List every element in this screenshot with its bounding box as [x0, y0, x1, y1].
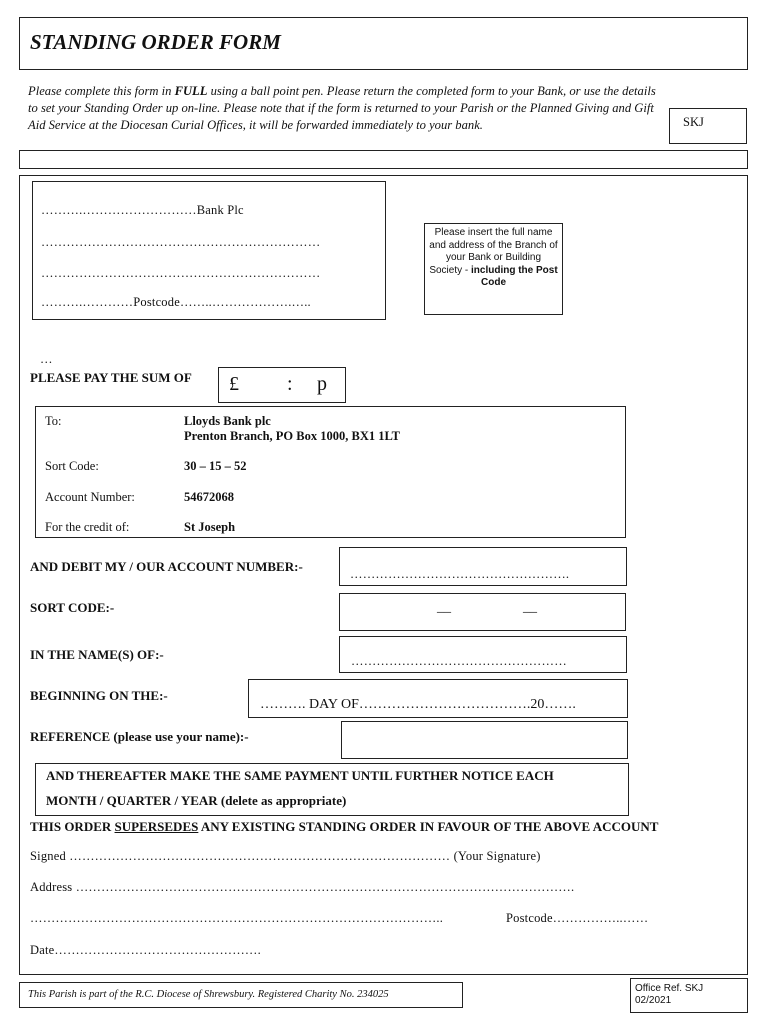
date-line[interactable]: Date…………………………………………. [30, 943, 261, 957]
sort-code-label: SORT CODE:- [30, 600, 115, 615]
skj-box [669, 108, 747, 144]
sort-code-dash-1: __ [437, 600, 451, 615]
skj-label: SKJ [683, 115, 704, 129]
bank-address-line3: ………………………………………………………… [41, 266, 321, 280]
intro-text [28, 83, 656, 134]
footer-charity-text: This Parish is part of the R.C. Diocese of Shrewsbury. Registered Charity No. 234025 [28, 989, 389, 1000]
bank-address-box[interactable] [32, 181, 386, 320]
pound-sign: £ [229, 373, 239, 395]
title-box [19, 17, 748, 70]
ellipsis-mark: … [40, 352, 53, 366]
debit-account-field[interactable] [339, 547, 627, 586]
bank-address-line1: ……….………………………Bank Plc [41, 203, 244, 217]
bank-address-line4: ……….…………Postcode……..……………….….. [41, 295, 311, 309]
postcode-line[interactable]: Postcode……………..…… [506, 911, 649, 925]
payee-account-value: 54672068 [184, 490, 234, 504]
supersedes-underlined: SUPERSEDES [114, 819, 199, 834]
pay-colon: : [287, 373, 293, 395]
thereafter-line2: MONTH / QUARTER / YEAR (delete as appropriate) [46, 793, 347, 808]
pay-sum-label: PLEASE PAY THE SUM OF [30, 370, 192, 385]
names-field[interactable] [339, 636, 627, 673]
names-dots: …………………………………………… [351, 654, 567, 668]
address-line-2[interactable]: …………………………………………………………………………………….. [30, 911, 444, 925]
page-title: STANDING ORDER FORM [30, 30, 281, 54]
supersedes-post: ANY EXISTING STANDING ORDER IN FAVOUR OF THE ABOVE ACCOUNT [198, 819, 659, 834]
office-ref-line2: 02/2021 [635, 995, 672, 1006]
beginning-date-text: ………. DAY OF……………………………….20……. [260, 697, 576, 712]
header-bar[interactable] [19, 150, 748, 169]
intro-part2: using a ball point pen. Please return the completed form to your Bank, or use the details to set your Standing Order up on-line. Please note that if the form is returned to your Parish or the Planned Giving and Gift Aid Service at the Diocesan Curial Offices, it will be forwarded immediately to your bank. [28, 84, 656, 132]
thereafter-box [35, 763, 629, 816]
payee-details-box [35, 406, 626, 538]
sort-code-field[interactable] [339, 593, 626, 631]
office-ref-box [630, 978, 748, 1013]
address-line-1[interactable]: Address ………………………………………………………………………………………………………. [30, 880, 575, 894]
payee-account-label: Account Number: [45, 490, 135, 504]
intro-full: FULL [174, 84, 208, 98]
names-label: IN THE NAME(S) OF:- [30, 647, 164, 662]
bank-address-line2: ………………………………………………………… [41, 235, 321, 249]
reference-field[interactable] [341, 721, 628, 759]
payee-credit-label: For the credit of: [45, 520, 130, 534]
payee-credit-value: St Joseph [184, 520, 236, 534]
supersedes-statement [30, 819, 658, 835]
branch-note-text: Please insert the full name and address of the Branch of your Bank or Building Society - [429, 227, 558, 276]
footer-charity-box [19, 982, 463, 1008]
payee-sort-value: 30 – 15 – 52 [184, 459, 247, 473]
branch-note-bold: including the Post Code [471, 264, 558, 288]
signature-line[interactable]: Signed ……………………………………………………………………………… (Your Signature) [30, 849, 541, 863]
payee-to-label: To: [45, 414, 62, 428]
branch-note-box [424, 223, 563, 315]
payee-sort-label: Sort Code: [45, 459, 99, 473]
debit-account-dots: ……………………………………………. [350, 567, 570, 581]
payee-bank-name: Lloyds Bank plc [184, 414, 271, 428]
debit-account-label: AND DEBIT MY / OUR ACCOUNT NUMBER:- [30, 559, 303, 574]
sort-code-dash-2: __ [523, 600, 537, 615]
office-ref-line1: Office Ref. SKJ [635, 983, 704, 994]
thereafter-line1: AND THEREAFTER MAKE THE SAME PAYMENT UNTIL FURTHER NOTICE EACH [46, 768, 554, 783]
reference-label: REFERENCE (please use your name):- [30, 729, 249, 744]
intro-part1: Please complete this form in [28, 84, 175, 98]
beginning-label: BEGINNING ON THE:- [30, 688, 168, 703]
supersedes-pre: THIS ORDER [30, 819, 115, 834]
payee-bank-address: Prenton Branch, PO Box 1000, BX1 1LT [184, 429, 400, 443]
pay-sum-field[interactable] [218, 367, 346, 403]
beginning-date-field[interactable] [248, 679, 628, 718]
pence-symbol: p [317, 373, 327, 395]
